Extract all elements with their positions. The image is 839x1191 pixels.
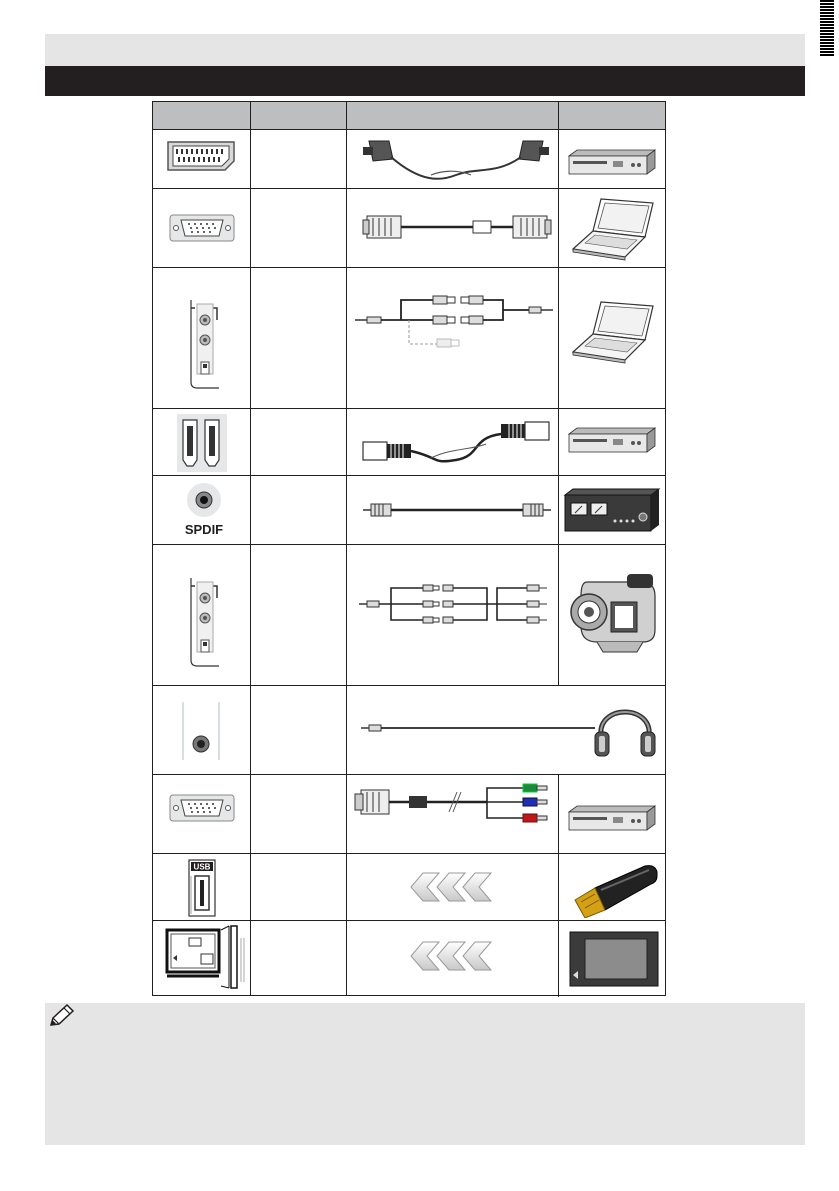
connection-table — [152, 101, 666, 996]
spdif-socket-icon — [179, 482, 229, 537]
dvd-player-icon — [567, 426, 657, 454]
crop-mark — [820, 0, 839, 60]
row-divider — [153, 544, 665, 545]
laptop-icon — [571, 298, 657, 364]
dvd-player-icon — [567, 148, 657, 176]
side-av-panel-icon — [187, 298, 221, 390]
row-divider — [153, 685, 665, 686]
camcorder-icon — [567, 572, 659, 654]
column-divider — [558, 774, 559, 997]
coax-cable-icon — [361, 498, 553, 522]
column-divider — [558, 102, 559, 686]
audio-amplifier-icon — [563, 487, 661, 533]
dvd-player-icon — [567, 804, 657, 832]
usb-label: USB — [193, 862, 211, 872]
note-box — [45, 1003, 805, 1145]
pc-audio-cable-icon — [353, 292, 557, 362]
column-divider — [346, 102, 347, 995]
ypbpr-cable-icon — [353, 782, 557, 826]
usb-socket-icon — [187, 858, 217, 918]
headphone-socket-icon — [181, 702, 221, 762]
cam-module-icon — [569, 931, 659, 987]
insert-arrows-icon — [409, 940, 495, 972]
column-divider — [250, 102, 251, 995]
vga-socket-icon — [169, 214, 235, 242]
row-divider — [153, 267, 665, 268]
page-header-band — [45, 34, 805, 66]
vga-socket-icon — [169, 794, 235, 822]
headphones-icon — [593, 692, 657, 762]
row-divider — [153, 853, 665, 854]
pencil-note-icon — [47, 1003, 77, 1029]
hdmi-sockets-icon — [177, 414, 227, 472]
table-header — [153, 102, 665, 130]
row-divider — [153, 920, 665, 921]
laptop-icon — [571, 195, 657, 261]
side-av-panel-icon — [187, 576, 221, 668]
scart-socket-icon — [165, 139, 237, 173]
usb-stick-icon — [571, 862, 659, 918]
insert-arrows-icon — [409, 871, 495, 903]
row-divider — [153, 774, 665, 775]
hdmi-cable-icon — [361, 418, 553, 468]
row-divider — [153, 475, 665, 476]
av-cable-icon — [357, 582, 553, 626]
section-heading-bar — [45, 66, 805, 96]
ci-slot-icon — [165, 924, 249, 990]
headphone-cable-icon — [359, 718, 599, 738]
spdif-label: SPDIF — [184, 522, 224, 537]
row-divider — [153, 188, 665, 189]
vga-cable-icon — [361, 210, 553, 246]
row-divider — [153, 408, 665, 409]
scart-cable-icon — [361, 135, 551, 185]
